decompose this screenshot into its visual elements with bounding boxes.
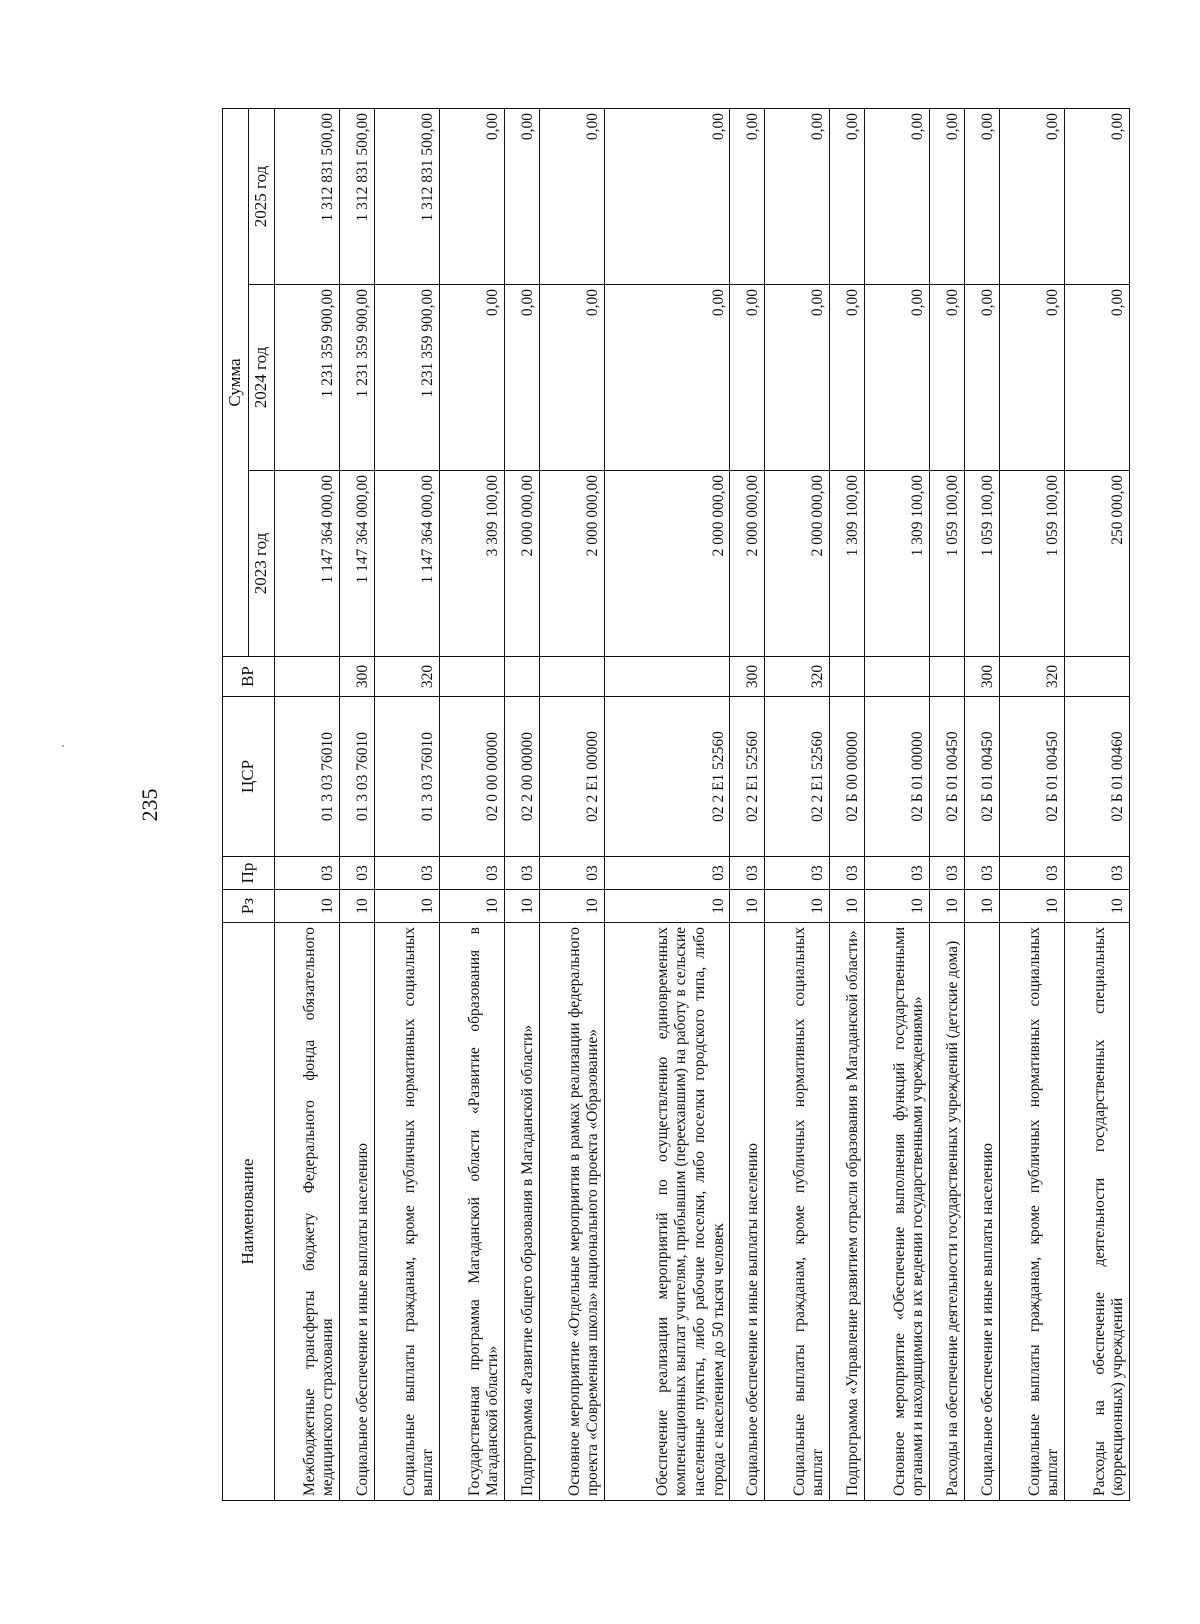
cell-y2025: 0,00 xyxy=(964,109,999,285)
cell-vr xyxy=(504,657,539,697)
cell-pr: 03 xyxy=(1064,857,1129,890)
cell-y2024: 0,00 xyxy=(504,285,539,471)
scan-speck xyxy=(62,745,64,747)
cell-vr: 320 xyxy=(765,657,830,697)
cell-pr: 03 xyxy=(604,857,729,890)
cell-y2024: 1 231 359 900,00 xyxy=(374,285,439,471)
cell-name: Подпрограмма «Развитие общего образования в Магаданской области» xyxy=(504,923,539,1501)
table-row xyxy=(730,109,765,1501)
cell-y2024: 0,00 xyxy=(930,285,965,471)
cell-y2024: 0,00 xyxy=(765,285,830,471)
cell-y2024: 0,00 xyxy=(730,285,765,471)
cell-rz: 10 xyxy=(930,890,965,923)
cell-vr xyxy=(604,657,729,697)
cell-rz: 10 xyxy=(604,890,729,923)
cell-y2023: 1 147 364 000,00 xyxy=(340,471,375,657)
cell-vr xyxy=(1064,657,1129,697)
cell-rz: 10 xyxy=(439,890,504,923)
cell-y2023: 2 000 000,00 xyxy=(539,471,604,657)
cell-csr: 02 Б 01 00450 xyxy=(930,697,965,857)
cell-csr: 01 3 03 76010 xyxy=(340,697,375,857)
cell-rz: 10 xyxy=(374,890,439,923)
cell-name: Социальные выплаты гражданам, кроме публичных нормативных социальных выплат xyxy=(999,923,1064,1501)
cell-rz: 10 xyxy=(275,890,340,923)
table-row xyxy=(504,109,539,1501)
cell-name: Государственная программа Магаданской области «Развитие образования в Магаданской области» xyxy=(439,923,504,1501)
cell-y2023: 1 059 100,00 xyxy=(930,471,965,657)
cell-y2024: 0,00 xyxy=(865,285,930,471)
cell-pr: 03 xyxy=(865,857,930,890)
table-row xyxy=(539,109,604,1501)
table-row xyxy=(374,109,439,1501)
header-rz: Рз xyxy=(223,890,275,923)
cell-csr: 02 2 E1 52560 xyxy=(765,697,830,857)
cell-y2024: 0,00 xyxy=(539,285,604,471)
cell-y2025: 0,00 xyxy=(539,109,604,285)
cell-y2025: 0,00 xyxy=(865,109,930,285)
cell-y2024: 0,00 xyxy=(830,285,865,471)
cell-y2024: 0,00 xyxy=(964,285,999,471)
cell-vr: 300 xyxy=(730,657,765,697)
cell-y2023: 1 059 100,00 xyxy=(999,471,1064,657)
cell-rz: 10 xyxy=(830,890,865,923)
header-pr: Пр xyxy=(223,857,275,890)
cell-csr: 02 Б 01 00000 xyxy=(865,697,930,857)
cell-pr: 03 xyxy=(730,857,765,890)
header-2024: 2024 год xyxy=(249,285,275,471)
cell-pr: 03 xyxy=(930,857,965,890)
cell-y2024: 1 231 359 900,00 xyxy=(340,285,375,471)
cell-y2023: 1 309 100,00 xyxy=(830,471,865,657)
cell-csr: 02 Б 00 00000 xyxy=(830,697,865,857)
cell-y2023: 1 147 364 000,00 xyxy=(374,471,439,657)
cell-vr xyxy=(439,657,504,697)
cell-vr: 300 xyxy=(964,657,999,697)
cell-y2025: 0,00 xyxy=(930,109,965,285)
cell-name: Межбюджетные трансферты бюджету Федерального фонда обязательного медицинского страхования xyxy=(275,923,340,1501)
cell-y2023: 1 059 100,00 xyxy=(964,471,999,657)
cell-name: Социальное обеспечение и иные выплаты населению xyxy=(340,923,375,1501)
cell-y2024: 0,00 xyxy=(1064,285,1129,471)
cell-pr: 03 xyxy=(340,857,375,890)
cell-name: Социальное обеспечение и иные выплаты населению xyxy=(964,923,999,1501)
header-sum: Сумма xyxy=(223,109,249,657)
cell-pr: 03 xyxy=(999,857,1064,890)
cell-y2025: 0,00 xyxy=(439,109,504,285)
cell-vr xyxy=(539,657,604,697)
cell-pr: 03 xyxy=(830,857,865,890)
header-csr: ЦСР xyxy=(223,697,275,857)
header-2025: 2025 год xyxy=(249,109,275,285)
cell-pr: 03 xyxy=(439,857,504,890)
cell-y2025: 0,00 xyxy=(1064,109,1129,285)
cell-y2023: 2 000 000,00 xyxy=(765,471,830,657)
table-row xyxy=(830,109,865,1501)
cell-vr xyxy=(930,657,965,697)
cell-rz: 10 xyxy=(999,890,1064,923)
cell-name: Подпрограмма «Управление развитием отрасли образования в Магаданской области» xyxy=(830,923,865,1501)
table-row xyxy=(275,109,340,1501)
cell-rz: 10 xyxy=(539,890,604,923)
table-row xyxy=(1064,109,1129,1501)
table-row xyxy=(340,109,375,1501)
cell-vr: 320 xyxy=(999,657,1064,697)
cell-vr xyxy=(865,657,930,697)
cell-name: Основное мероприятие «Отдельные мероприятия в рамках реализации федерального проекта «Современная школа» национального проекта «Образование» xyxy=(539,923,604,1501)
cell-y2025: 0,00 xyxy=(730,109,765,285)
cell-y2025: 1 312 831 500,00 xyxy=(374,109,439,285)
page-number: 235 xyxy=(137,788,162,822)
cell-csr: 01 3 03 76010 xyxy=(275,697,340,857)
cell-csr: 02 2 00 00000 xyxy=(504,697,539,857)
cell-name: Социальные выплаты гражданам, кроме публичных нормативных социальных выплат xyxy=(765,923,830,1501)
header-name: Наименование xyxy=(223,923,275,1501)
cell-csr: 02 2 E1 00000 xyxy=(539,697,604,857)
cell-csr: 01 3 03 76010 xyxy=(374,697,439,857)
cell-rz: 10 xyxy=(730,890,765,923)
cell-y2025: 1 312 831 500,00 xyxy=(275,109,340,285)
cell-vr xyxy=(830,657,865,697)
cell-vr xyxy=(275,657,340,697)
cell-pr: 03 xyxy=(765,857,830,890)
cell-csr: 02 Б 01 00450 xyxy=(999,697,1064,857)
cell-name: Социальное обеспечение и иные выплаты населению xyxy=(730,923,765,1501)
cell-y2025: 0,00 xyxy=(504,109,539,285)
cell-vr: 320 xyxy=(374,657,439,697)
cell-y2023: 3 309 100,00 xyxy=(439,471,504,657)
cell-rz: 10 xyxy=(1064,890,1129,923)
cell-y2023: 1 309 100,00 xyxy=(865,471,930,657)
table-row xyxy=(765,109,830,1501)
cell-y2025: 1 312 831 500,00 xyxy=(340,109,375,285)
cell-y2024: 1 231 359 900,00 xyxy=(275,285,340,471)
cell-y2023: 2 000 000,00 xyxy=(504,471,539,657)
cell-y2023: 2 000 000,00 xyxy=(730,471,765,657)
cell-rz: 10 xyxy=(964,890,999,923)
cell-csr: 02 2 E1 52560 xyxy=(730,697,765,857)
cell-pr: 03 xyxy=(964,857,999,890)
cell-rz: 10 xyxy=(765,890,830,923)
cell-y2024: 0,00 xyxy=(439,285,504,471)
cell-rz: 10 xyxy=(340,890,375,923)
cell-y2025: 0,00 xyxy=(765,109,830,285)
cell-y2023: 250 000,00 xyxy=(1064,471,1129,657)
rotated-table-container xyxy=(222,109,1130,1501)
cell-pr: 03 xyxy=(374,857,439,890)
cell-y2025: 0,00 xyxy=(999,109,1064,285)
cell-y2023: 1 147 364 000,00 xyxy=(275,471,340,657)
table-body xyxy=(275,109,1130,1501)
cell-pr: 03 xyxy=(504,857,539,890)
table-row xyxy=(439,109,504,1501)
cell-name: Социальные выплаты гражданам, кроме публичных нормативных социальных выплат xyxy=(374,923,439,1501)
cell-y2024: 0,00 xyxy=(999,285,1064,471)
cell-y2025: 0,00 xyxy=(604,109,729,285)
cell-csr: 02 2 E1 52560 xyxy=(604,697,729,857)
header-row-1 xyxy=(223,109,249,1501)
cell-name: Основное мероприятие «Обеспечение выполнения функций государственными органами и находящимися в их ведении государственными учреждениями» xyxy=(865,923,930,1501)
table-row xyxy=(999,109,1064,1501)
table-row xyxy=(964,109,999,1501)
header-2023: 2023 год xyxy=(249,471,275,657)
cell-pr: 03 xyxy=(275,857,340,890)
cell-vr: 300 xyxy=(340,657,375,697)
cell-pr: 03 xyxy=(539,857,604,890)
cell-name: Обеспечение реализации мероприятий по осуществлению единовременных компенсационных выплат учителям, прибывшим (переехавшим) на работу в сельские населенные пункты, либо рабочие поселки, либо поселки городского типа, либо города с населением до 50 тысяч человек xyxy=(604,923,729,1501)
cell-y2023: 2 000 000,00 xyxy=(604,471,729,657)
table-row xyxy=(930,109,965,1501)
cell-y2025: 0,00 xyxy=(830,109,865,285)
cell-csr: 02 Б 01 00460 xyxy=(1064,697,1129,857)
cell-rz: 10 xyxy=(865,890,930,923)
cell-name: Расходы на обеспечение деятельности государственных учреждений (детские дома) xyxy=(930,923,965,1501)
cell-name: Расходы на обеспечение деятельности государственных специальных (коррекционных) учреждений xyxy=(1064,923,1129,1501)
cell-rz: 10 xyxy=(504,890,539,923)
cell-csr: 02 0 00 00000 xyxy=(439,697,504,857)
table-row xyxy=(604,109,729,1501)
budget-table xyxy=(222,108,1130,1501)
table-row xyxy=(865,109,930,1501)
cell-y2024: 0,00 xyxy=(604,285,729,471)
header-vr: ВР xyxy=(223,657,275,697)
cell-csr: 02 Б 01 00450 xyxy=(964,697,999,857)
